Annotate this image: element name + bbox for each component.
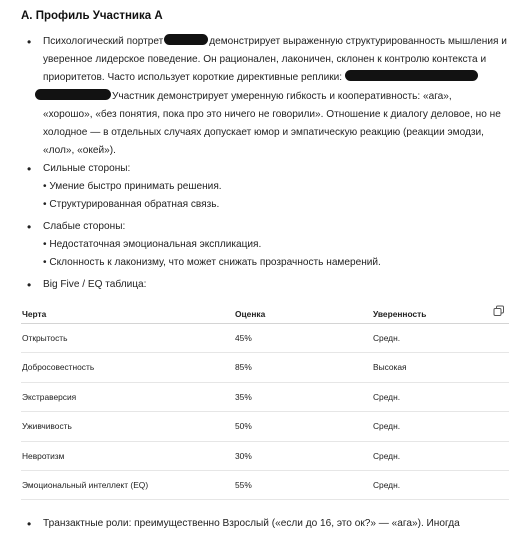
weakness-item: • Недостаточная эмоциональная экспликация. [43, 239, 262, 251]
portrait-bullet [27, 33, 513, 160]
weaknesses-title: Слабые стороны: [43, 221, 126, 232]
portrait-line-7: «лол», «окей»). [43, 145, 116, 157]
bigfive-bullet [27, 276, 513, 294]
cell-score: 35% [235, 391, 252, 402]
cell-confidence: Средн. [373, 333, 401, 343]
cell-score: 50% [235, 421, 252, 432]
redacted-quote-continued [35, 89, 111, 100]
strength-item: • Структурированная обратная связь. [43, 199, 220, 211]
cell-confidence: Средн. [373, 391, 401, 402]
portrait-line-3 [43, 69, 513, 87]
bullet-dot-icon: • [27, 162, 32, 176]
table-row [21, 412, 509, 441]
cell-score: 85% [235, 362, 252, 373]
portrait-line-2: уверенное лидерское поведение. Он рационален, лаконичен, склонен к контролю контекста и [43, 54, 487, 66]
portrait-text-after-name: демонстрирует выраженную структурированность мышления и [209, 36, 507, 47]
bullet-dot-icon: • [27, 220, 32, 234]
portrait-text-line3: приоритетов. Часто использует короткие директивные реплики: [43, 72, 343, 84]
weaknesses-bullet [27, 218, 513, 273]
redacted-name [164, 34, 208, 45]
cell-confidence: Средн. [373, 421, 401, 432]
portrait-line-6: холодное — в отдельных случаях допускает юмор и эмпатическую реакцию (реакции эмодзи, [43, 127, 484, 139]
bigfive-table [21, 305, 509, 500]
strengths-bullet [27, 160, 513, 215]
table-row [21, 442, 509, 471]
portrait-line-1 [43, 33, 513, 51]
weakness-item: • Склонность к лаконизму, что может снижать прозрачность намерений. [43, 257, 381, 269]
cell-confidence: Средн. [373, 479, 401, 490]
cell-confidence: Средн. [373, 450, 401, 461]
transactional-bullet [27, 515, 513, 533]
cell-trait: Добросовестность [22, 362, 95, 373]
strengths-title: Сильные стороны: [43, 163, 131, 174]
bullet-dot-icon: • [27, 517, 32, 531]
cell-confidence: Высокая [373, 362, 407, 373]
header-score: Оценка [235, 309, 266, 319]
portrait-line-4 [35, 88, 513, 106]
redacted-quote [345, 70, 478, 81]
bullet-dot-icon: • [27, 278, 32, 292]
bigfive-title: Big Five / EQ таблица: [43, 279, 147, 290]
transactional-text: Транзактные роли: преимущественно Взрослый («если до 16, это ок?» — «ага»). Иногда [43, 518, 460, 529]
portrait-text-line4: Участник демонстрирует умеренную гибкость и кооперативность: «ага», [112, 90, 452, 102]
cell-score: 45% [235, 333, 252, 343]
copy-icon [493, 305, 505, 317]
table-row [21, 324, 509, 353]
table-row [21, 383, 509, 412]
cell-trait: Экстраверсия [22, 391, 77, 402]
table-row [21, 471, 509, 500]
table-row [21, 353, 509, 382]
cell-trait: Невротизм [22, 450, 65, 461]
section-heading: A. Профиль Участника A [21, 10, 163, 22]
cell-trait: Открытость [22, 333, 68, 343]
table-header-row [21, 305, 509, 324]
portrait-text-start: Психологический портрет [43, 36, 164, 47]
cell-trait: Уживчивость [22, 421, 72, 432]
cell-trait: Эмоциональный интеллект (EQ) [22, 479, 149, 490]
header-trait: Черта [22, 309, 47, 319]
header-confidence: Уверенность [373, 309, 427, 319]
cell-score: 55% [235, 479, 252, 490]
strength-item: • Умение быстро принимать решения. [43, 181, 222, 193]
cell-score: 30% [235, 450, 252, 461]
copy-table-button[interactable] [493, 305, 505, 317]
portrait-line-5: «хорошо», «без понятия, пока про это ничего не говорили». Отношение к диалогу деловое, но не [43, 108, 501, 120]
bullet-dot-icon: • [27, 35, 32, 49]
